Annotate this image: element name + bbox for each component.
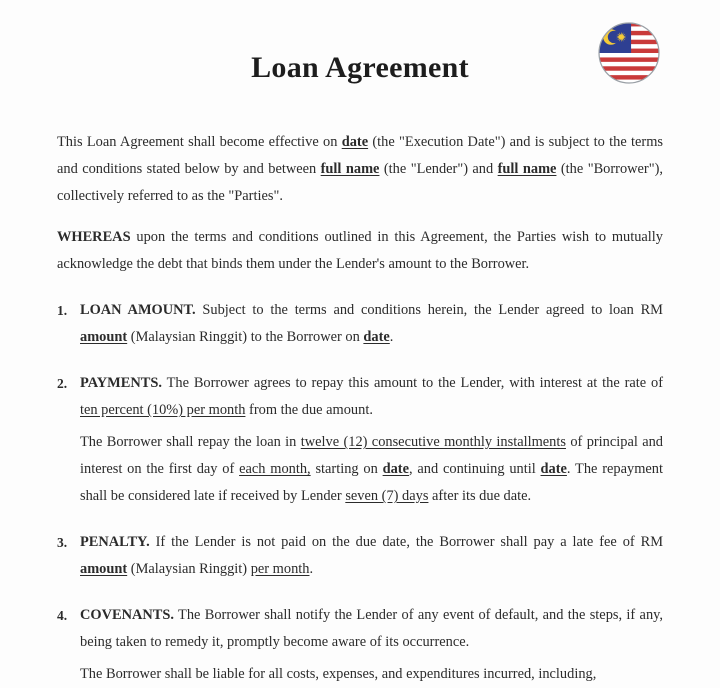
clause-body bbox=[80, 370, 663, 510]
paragraph bbox=[80, 529, 663, 583]
intro-section bbox=[57, 129, 663, 278]
clause-number: 3. bbox=[57, 535, 68, 550]
text-run: Subject to the terms and conditions herein, the Lender agreed to loan RM bbox=[195, 302, 663, 318]
bold-term: WHEREAS bbox=[57, 229, 131, 245]
placeholder-text: date bbox=[341, 134, 369, 150]
paragraph bbox=[80, 297, 663, 351]
text-run: of principal and interest on the first day of bbox=[80, 434, 663, 477]
bold-term: PAYMENTS. bbox=[80, 375, 162, 391]
text-run: The Borrower agrees to repay this amount to the Lender, with interest at the rate of bbox=[161, 375, 663, 391]
clause-body bbox=[80, 602, 663, 688]
underlined-term: seven (7) days bbox=[345, 488, 429, 504]
clause-item bbox=[57, 370, 663, 510]
text-run: . bbox=[389, 329, 394, 345]
placeholder-text: date bbox=[540, 461, 567, 477]
clause-number: 2. bbox=[57, 376, 68, 391]
page-title: Loan Agreement bbox=[251, 51, 469, 84]
clause-body bbox=[80, 529, 663, 583]
text-run: (the "Borrower"), collectively referred to as the "Parties". bbox=[57, 161, 663, 204]
paragraph bbox=[80, 370, 663, 424]
text-run: If the Lender is not paid on the due date, the Borrower shall pay a late fee of RM bbox=[149, 534, 663, 550]
text-run: The Borrower shall notify the Lender of any event of default, and the steps, if any, being taken to remedy it, promptly become aware of its occurrence. bbox=[80, 607, 663, 650]
underlined-term: each month, bbox=[239, 461, 311, 477]
placeholder-text: full name bbox=[320, 161, 380, 177]
placeholder-text: amount bbox=[80, 329, 128, 345]
text-run: , and continuing until bbox=[409, 461, 541, 477]
paragraph bbox=[57, 224, 663, 278]
text-run: upon the terms and conditions outlined in this Agreement, the Parties wish to mutually acknowledge the debt that binds them under the Lender's amount to the Borrower. bbox=[57, 229, 663, 272]
clause-item bbox=[57, 529, 663, 583]
underlined-term: ten percent (10%) per month bbox=[80, 402, 246, 418]
text-run: The Borrower shall repay the loan in bbox=[80, 434, 301, 450]
text-run: (Malaysian Ringgit) bbox=[127, 561, 251, 577]
text-run: (the "Execution Date") and is subject to the terms and conditions stated below by and between bbox=[57, 134, 664, 177]
malaysia-flag-svg bbox=[598, 22, 660, 84]
text-run: . The repayment shall be considered late if received by Lender bbox=[80, 461, 663, 504]
text-run: from the due amount. bbox=[245, 402, 373, 418]
underlined-term: per month bbox=[250, 561, 310, 577]
placeholder-text: date bbox=[363, 329, 390, 345]
clause-item bbox=[57, 297, 663, 351]
clause-body bbox=[80, 297, 663, 351]
text-run: This Loan Agreement shall become effective on bbox=[57, 134, 342, 150]
paragraph bbox=[80, 661, 663, 688]
malaysia-flag-icon bbox=[598, 22, 660, 84]
placeholder-text: full name bbox=[497, 161, 557, 177]
paragraph bbox=[80, 602, 663, 656]
clause-number: 4. bbox=[57, 608, 68, 623]
clause-number: 1. bbox=[57, 303, 68, 318]
clause-list bbox=[57, 297, 663, 688]
placeholder-text: amount bbox=[80, 561, 128, 577]
text-run: after its due date. bbox=[428, 488, 532, 504]
bold-term: LOAN AMOUNT. bbox=[80, 302, 196, 318]
clause-item bbox=[57, 602, 663, 688]
bold-term: PENALTY. bbox=[80, 534, 150, 550]
text-run: . bbox=[309, 561, 314, 577]
paragraph bbox=[80, 429, 663, 510]
bold-term: COVENANTS. bbox=[80, 607, 174, 623]
text-run: starting on bbox=[310, 461, 383, 477]
text-run: (the "Lender") and bbox=[379, 161, 498, 177]
placeholder-text: date bbox=[382, 461, 409, 477]
text-run: The Borrower shall be liable for all costs, expenses, and expenditures incurred, including, bbox=[80, 666, 597, 682]
flag-crescent-cutout bbox=[608, 31, 620, 43]
underlined-term: twelve (12) consecutive monthly installments bbox=[300, 434, 566, 450]
paragraph bbox=[57, 129, 663, 210]
text-run: (Malaysian Ringgit) to the Borrower on bbox=[127, 329, 364, 345]
